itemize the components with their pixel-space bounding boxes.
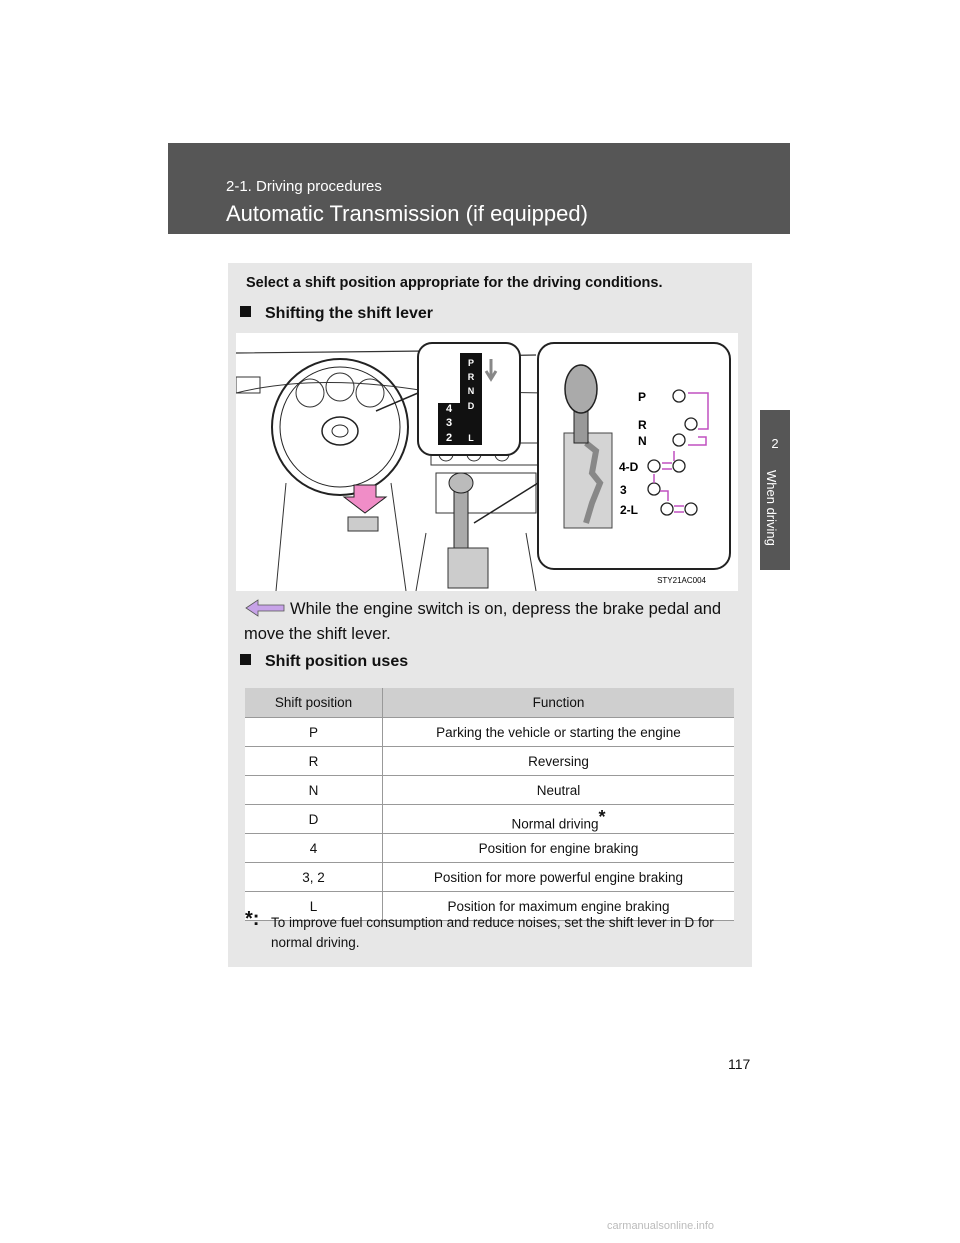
function-cell: Position for more powerful engine braking	[383, 863, 735, 892]
function-cell: Neutral	[383, 776, 735, 805]
instruction-text	[244, 597, 734, 647]
table-row	[245, 834, 734, 863]
shift-position-cell: 3, 2	[245, 863, 383, 892]
footnote-text: To improve fuel consumption and reduce noises, set the shift lever in D for normal driving.	[271, 915, 714, 950]
function-cell: Position for engine braking	[383, 834, 735, 863]
shift-position-cell: R	[245, 747, 383, 776]
section-label: 2-1. Driving procedures	[226, 178, 382, 195]
gate-letter-d: D	[467, 401, 475, 411]
action-arrow-icon	[244, 599, 288, 617]
gate-letter-l: L	[468, 433, 474, 443]
table-row	[245, 747, 734, 776]
page-header	[168, 143, 790, 234]
shift-position-cell: P	[245, 718, 383, 747]
function-cell: Reversing	[383, 747, 735, 776]
position-label-4d: 4-D	[619, 460, 639, 474]
gate-letter-p: P	[467, 358, 475, 368]
chapter-tab[interactable]	[760, 410, 790, 570]
function-cell-with-footnote	[383, 805, 735, 834]
gate-letter-3: 3	[445, 417, 453, 429]
column-header-shift-position: Shift position	[245, 688, 383, 718]
dashboard-drawing	[236, 333, 738, 591]
page-title: Automatic Transmission (if equipped)	[226, 201, 588, 226]
function-cell: Position for maximum engine braking	[383, 892, 735, 921]
table-header-row	[245, 688, 734, 718]
position-label-2l: 2-L	[620, 503, 638, 517]
column-header-function: Function	[383, 688, 735, 718]
table-row	[245, 776, 734, 805]
gate-letter-2: 2	[445, 432, 453, 444]
chapter-number: 2	[771, 436, 779, 451]
illustration-code: STY21AC004	[657, 576, 706, 585]
table-row	[245, 805, 734, 834]
position-label-3: 3	[620, 483, 627, 497]
page-number: 117	[728, 1056, 751, 1072]
watermark: carmanualsonline.info	[607, 1220, 715, 1232]
gate-letter-n: N	[467, 386, 475, 396]
instruction-body: While the engine switch is on, depress the brake pedal and move the shift lever.	[244, 600, 722, 643]
shift-position-table	[245, 688, 734, 921]
shift-position-cell: D	[245, 805, 383, 834]
table-row	[245, 863, 734, 892]
square-bullet-icon	[240, 306, 251, 317]
footnote	[245, 908, 735, 953]
gate-letter-4: 4	[445, 403, 453, 415]
shift-lever-illustration	[236, 333, 738, 591]
footnote-asterisk: *	[598, 806, 606, 827]
position-label-n: N	[638, 434, 647, 448]
shift-position-cell: L	[245, 892, 383, 921]
function-cell: Parking the vehicle or starting the engine	[383, 718, 735, 747]
table-row	[245, 718, 734, 747]
square-bullet-icon	[240, 654, 251, 665]
shift-position-cell: N	[245, 776, 383, 805]
intro-text: Select a shift position appropriate for the driving conditions.	[246, 275, 663, 291]
subhead-shifting-text: Shifting the shift lever	[265, 305, 434, 322]
footnote-marker: *:	[245, 908, 260, 930]
subhead-uses	[240, 653, 408, 671]
position-label-p: P	[638, 390, 647, 404]
function-cell-text: Normal driving	[511, 816, 599, 832]
subhead-uses-text: Shift position uses	[265, 653, 409, 670]
position-label-r: R	[638, 418, 647, 432]
content-panel	[228, 263, 752, 967]
shift-position-cell: 4	[245, 834, 383, 863]
gate-letter-r: R	[467, 372, 475, 382]
subhead-shifting	[240, 305, 433, 323]
chapter-label: When driving	[764, 470, 779, 546]
